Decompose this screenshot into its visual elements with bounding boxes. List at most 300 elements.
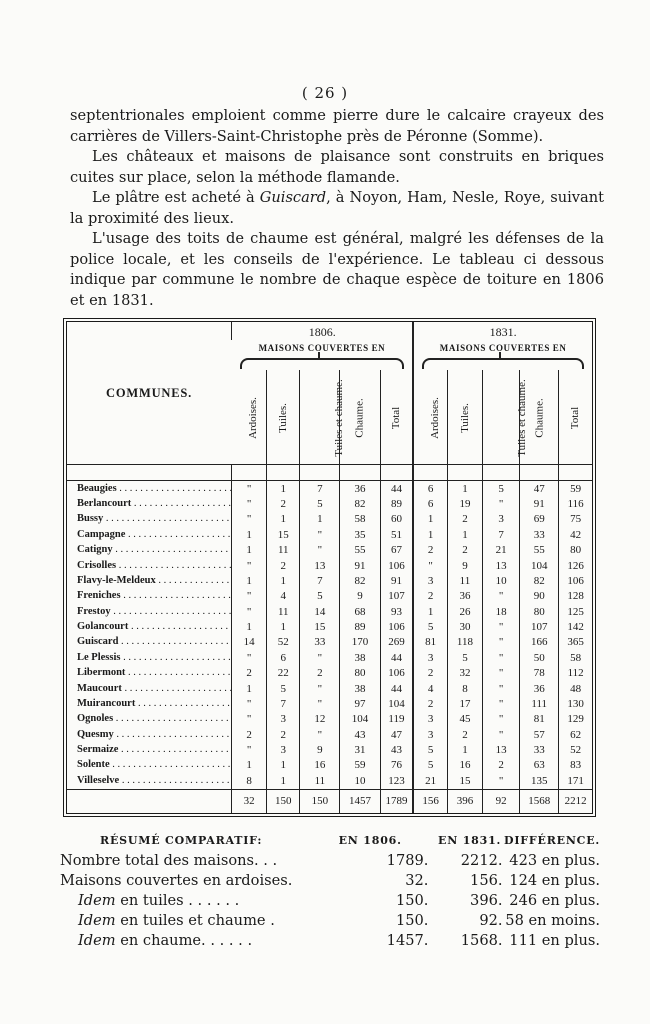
total-cell: 92 xyxy=(483,789,520,813)
table-cell: 2 xyxy=(483,758,520,773)
table-cell: 104 xyxy=(520,558,559,573)
table-cell: " xyxy=(232,743,267,758)
table-cell: 269 xyxy=(380,635,413,650)
table-cell: 22 xyxy=(267,666,300,681)
table-cell: 36 xyxy=(447,589,482,604)
table-cell: 82 xyxy=(520,574,559,589)
table-cell: " xyxy=(300,651,340,666)
table-cell: 30 xyxy=(447,620,482,635)
table-cell: 51 xyxy=(380,528,413,543)
total-cell: 2212 xyxy=(559,789,592,813)
table-cell: 171 xyxy=(559,774,592,790)
totals-label-cell xyxy=(67,789,232,813)
table-cell: 91 xyxy=(520,497,559,512)
table-cell: 36 xyxy=(520,681,559,696)
table-cell: 1 xyxy=(267,481,300,497)
resume-col-1806: EN 1806. xyxy=(338,833,402,847)
table-cell: 80 xyxy=(520,604,559,619)
table-cell: 1 xyxy=(232,528,267,543)
table-cell: 80 xyxy=(559,543,592,558)
table-row xyxy=(67,743,592,758)
table-cell: 81 xyxy=(520,712,559,727)
table-cell: " xyxy=(483,697,520,712)
table-cell: 129 xyxy=(559,712,592,727)
table-cell: 11 xyxy=(300,774,340,790)
resume-label: Maisons couvertes en ardoises. xyxy=(60,872,293,890)
table-cell: 47 xyxy=(520,481,559,497)
table-cell: 44 xyxy=(380,681,413,696)
table-row xyxy=(67,589,592,604)
table-cell: " xyxy=(232,651,267,666)
table-cell: 55 xyxy=(520,543,559,558)
resume-row xyxy=(60,851,600,871)
table-cell: 81 xyxy=(413,635,447,650)
table-row xyxy=(67,666,592,681)
commune-name: Maucourt . . . xyxy=(67,681,232,696)
table-cell: 35 xyxy=(340,528,380,543)
table-cell: 1 xyxy=(413,512,447,527)
table-row xyxy=(67,635,592,650)
table-cell: 7 xyxy=(267,697,300,712)
table-cell: 82 xyxy=(340,574,380,589)
resume-comparatif xyxy=(60,829,600,950)
page-number: ( 26 ) xyxy=(301,84,349,102)
table-cell: 9 xyxy=(447,558,482,573)
table-cell: 68 xyxy=(340,604,380,619)
table-row xyxy=(67,681,592,696)
resume-row xyxy=(60,910,600,930)
table-cell: 83 xyxy=(559,758,592,773)
resume-label: Idem en tuiles . . . . . . xyxy=(78,891,240,909)
paragraph-2: Les châteaux et maisons de plaisance sont construits en briques cuites sur place, selon la méthode flamande. xyxy=(70,148,604,186)
table-cell: 18 xyxy=(483,604,520,619)
table-cell: 93 xyxy=(380,604,413,619)
table-cell: 1 xyxy=(413,604,447,619)
resume-row xyxy=(60,930,600,950)
commune-name: Frestoy . . . xyxy=(67,604,232,619)
commune-name: Freniches . . . xyxy=(67,589,232,604)
resume-value-1831: 156. xyxy=(470,872,503,890)
table-cell: 52 xyxy=(559,743,592,758)
table-cell: 10 xyxy=(340,774,380,790)
table-cell: 8 xyxy=(232,774,267,790)
table-cell: 10 xyxy=(483,574,520,589)
table-cell: 32 xyxy=(447,666,482,681)
brace-1831 xyxy=(413,356,592,370)
communes-table xyxy=(67,322,592,813)
table-cell: 47 xyxy=(380,727,413,742)
table-cell: 3 xyxy=(267,712,300,727)
table-cell: 33 xyxy=(520,743,559,758)
table-cell: 2 xyxy=(413,543,447,558)
table-cell: 106 xyxy=(380,620,413,635)
resume-label: Idem en tuiles et chaume . xyxy=(78,911,275,929)
table-cell: 78 xyxy=(520,666,559,681)
table-cell: 1 xyxy=(300,512,340,527)
table-cell: " xyxy=(483,589,520,604)
table-cell: 2 xyxy=(447,727,482,742)
table-cell: 33 xyxy=(520,528,559,543)
table-cell: 1 xyxy=(267,774,300,790)
table-cell: 2 xyxy=(413,589,447,604)
resume-title: RÉSUMÉ COMPARATIF: xyxy=(100,833,263,847)
table-cell: 16 xyxy=(447,758,482,773)
table-cell: " xyxy=(232,604,267,619)
table-cell: 112 xyxy=(559,666,592,681)
table-cell: 67 xyxy=(380,543,413,558)
table-cell: " xyxy=(232,512,267,527)
table-cell: " xyxy=(483,774,520,790)
commune-name: Libermont . . . xyxy=(67,666,232,681)
table-cell: 128 xyxy=(559,589,592,604)
table-cell: 15 xyxy=(300,620,340,635)
table-cell: 59 xyxy=(559,481,592,497)
table-cell: 119 xyxy=(380,712,413,727)
total-cell: 1457 xyxy=(340,789,380,813)
group-label-1806: MAISONS COUVERTES EN xyxy=(258,343,386,353)
resume-value-1831: 2212. xyxy=(460,852,503,870)
resume-value-1831: 1568. xyxy=(460,931,503,949)
column-header-1806-1: Tuiles. xyxy=(267,370,300,465)
table-cell: " xyxy=(483,666,520,681)
table-cell: " xyxy=(232,697,267,712)
column-header-1831-3: Chaume. xyxy=(520,370,559,465)
table-cell: 170 xyxy=(340,635,380,650)
body-text xyxy=(70,106,604,311)
table-cell: 106 xyxy=(380,666,413,681)
table-cell: 43 xyxy=(380,743,413,758)
table-cell: 104 xyxy=(340,712,380,727)
table-cell: 3 xyxy=(267,743,300,758)
table-cell: 44 xyxy=(380,481,413,497)
table-cell: 6 xyxy=(413,481,447,497)
commune-name: Muirancourt . . . xyxy=(67,697,232,712)
table-cell: 3 xyxy=(483,512,520,527)
table-cell: 1 xyxy=(267,758,300,773)
table-cell: 1 xyxy=(267,620,300,635)
table-row xyxy=(67,481,592,497)
table-cell: 106 xyxy=(380,558,413,573)
table-cell: 42 xyxy=(559,528,592,543)
table-cell: 2 xyxy=(413,666,447,681)
resume-row xyxy=(60,891,600,911)
table-row xyxy=(67,558,592,573)
table-cell: 91 xyxy=(380,574,413,589)
table-cell: " xyxy=(483,497,520,512)
totals-row xyxy=(67,789,592,813)
table-cell: " xyxy=(232,497,267,512)
column-header-1831-4: Total xyxy=(559,370,592,465)
table-row xyxy=(67,651,592,666)
table-cell: 1 xyxy=(447,743,482,758)
table-cell: " xyxy=(300,528,340,543)
table-cell: 26 xyxy=(447,604,482,619)
table-cell: 9 xyxy=(300,743,340,758)
table-cell: " xyxy=(232,558,267,573)
table-cell: 58 xyxy=(559,651,592,666)
table-cell: 5 xyxy=(413,758,447,773)
table-cell: 365 xyxy=(559,635,592,650)
commune-name: Catigny . . . xyxy=(67,543,232,558)
communes-table-frame xyxy=(63,318,596,817)
table-cell: " xyxy=(483,620,520,635)
table-cell: 16 xyxy=(300,758,340,773)
resume-label: Nombre total des maisons. . . xyxy=(60,852,278,870)
table-cell: 1 xyxy=(413,528,447,543)
table-row xyxy=(67,712,592,727)
table-cell: 5 xyxy=(413,620,447,635)
table-cell: 123 xyxy=(380,774,413,790)
table-cell: 7 xyxy=(483,528,520,543)
year-1831-header: 1831. xyxy=(413,322,592,340)
table-cell: 58 xyxy=(340,512,380,527)
commune-name: Quesmy . . . xyxy=(67,727,232,742)
table-cell: 43 xyxy=(340,727,380,742)
table-cell: 13 xyxy=(483,743,520,758)
column-header-1831-2: Tuiles et chaume. xyxy=(483,370,520,465)
table-cell: 104 xyxy=(380,697,413,712)
table-cell: 3 xyxy=(413,651,447,666)
commune-name: Ognoles . . . xyxy=(67,712,232,727)
table-cell: 9 xyxy=(340,589,380,604)
table-cell: " xyxy=(483,635,520,650)
table-cell: 4 xyxy=(413,681,447,696)
group-label-1831: MAISONS COUVERTES EN xyxy=(413,340,592,356)
guiscard-emphasis: Guiscard xyxy=(259,189,327,206)
table-cell: 2 xyxy=(413,697,447,712)
table-cell: 125 xyxy=(559,604,592,619)
communes-header: COMMUNES. xyxy=(67,322,232,465)
table-cell: 13 xyxy=(483,558,520,573)
table-cell: 17 xyxy=(447,697,482,712)
table-cell: 11 xyxy=(267,543,300,558)
table-cell: 130 xyxy=(559,697,592,712)
total-cell: 156 xyxy=(413,789,447,813)
table-cell: 69 xyxy=(520,512,559,527)
table-cell: 89 xyxy=(380,497,413,512)
resume-difference: 423 en plus. xyxy=(509,852,600,870)
table-cell: 111 xyxy=(520,697,559,712)
commune-name: Crisolles . . . xyxy=(67,558,232,573)
table-cell: 38 xyxy=(340,681,380,696)
table-cell: " xyxy=(483,712,520,727)
table-cell: 6 xyxy=(413,497,447,512)
table-cell: 31 xyxy=(340,743,380,758)
table-cell: 8 xyxy=(447,681,482,696)
table-cell: 5 xyxy=(483,481,520,497)
table-cell: 60 xyxy=(380,512,413,527)
table-cell: 2 xyxy=(267,558,300,573)
table-cell: 1 xyxy=(232,620,267,635)
table-cell: 38 xyxy=(340,651,380,666)
table-cell: 6 xyxy=(267,651,300,666)
table-cell: 1 xyxy=(232,574,267,589)
table-cell: " xyxy=(232,589,267,604)
commune-name: Flavy-le-Meldeux . . . xyxy=(67,574,232,589)
table-cell: 52 xyxy=(267,635,300,650)
resume-col-diff: DIFFÉRENCE. xyxy=(504,833,601,847)
table-cell: 12 xyxy=(300,712,340,727)
column-header-1831-1: Tuiles. xyxy=(447,370,482,465)
table-cell: 2 xyxy=(267,497,300,512)
table-cell: 142 xyxy=(559,620,592,635)
table-cell: 62 xyxy=(559,727,592,742)
table-cell: " xyxy=(232,481,267,497)
table-cell: 1 xyxy=(232,543,267,558)
column-header-1806-0: Ardoises. xyxy=(232,370,267,465)
commune-name: Guiscard . . . xyxy=(67,635,232,650)
table-row xyxy=(67,697,592,712)
table-cell: 2 xyxy=(447,543,482,558)
table-cell: 1 xyxy=(267,512,300,527)
resume-row xyxy=(60,871,600,891)
table-cell: 33 xyxy=(300,635,340,650)
commune-name: Berlancourt . . . xyxy=(67,497,232,512)
column-header-1806-2: Tuiles et chaume. xyxy=(300,370,340,465)
table-cell: 75 xyxy=(559,512,592,527)
resume-difference: 246 en plus. xyxy=(509,891,600,909)
table-cell: 19 xyxy=(447,497,482,512)
table-row xyxy=(67,774,592,790)
total-cell: 150 xyxy=(300,789,340,813)
table-cell: 106 xyxy=(559,574,592,589)
table-cell: 116 xyxy=(559,497,592,512)
table-cell: 11 xyxy=(267,604,300,619)
total-cell: 32 xyxy=(232,789,267,813)
table-cell: 1 xyxy=(447,528,482,543)
commune-name: Sermaize . . . xyxy=(67,743,232,758)
resume-value-1806: 32. xyxy=(405,872,429,890)
table-cell: 80 xyxy=(340,666,380,681)
table-cell: 126 xyxy=(559,558,592,573)
table-cell: 4 xyxy=(267,589,300,604)
resume-value-1831: 396. xyxy=(470,891,503,909)
commune-name: Solente . . . xyxy=(67,758,232,773)
resume-header-row xyxy=(60,829,600,851)
table-row xyxy=(67,574,592,589)
table-cell: 135 xyxy=(520,774,559,790)
table-row xyxy=(67,528,592,543)
year-1806-header: 1806. xyxy=(232,322,414,340)
resume-value-1806: 150. xyxy=(395,911,429,929)
table-cell: 166 xyxy=(520,635,559,650)
table-row xyxy=(67,497,592,512)
table-cell: 91 xyxy=(340,558,380,573)
resume-label: Idem en chaume. . . . . . xyxy=(78,931,253,949)
resume-difference: 124 en plus. xyxy=(509,872,600,890)
commune-name: Villeselve . . . xyxy=(67,774,232,790)
resume-col-1831: EN 1831. xyxy=(438,833,502,847)
table-cell: 21 xyxy=(483,543,520,558)
table-cell: 1 xyxy=(232,758,267,773)
table-cell: 5 xyxy=(267,681,300,696)
commune-name: Le Plessis . . . xyxy=(67,651,232,666)
table-row xyxy=(67,512,592,527)
table-cell: 107 xyxy=(380,589,413,604)
table-cell: 63 xyxy=(520,758,559,773)
commune-name: Campagne . . . xyxy=(67,528,232,543)
brace-1806 xyxy=(232,356,414,370)
table-cell: 15 xyxy=(447,774,482,790)
table-cell: 90 xyxy=(520,589,559,604)
table-cell: 21 xyxy=(413,774,447,790)
table-cell: 89 xyxy=(340,620,380,635)
resume-value-1806: 150. xyxy=(395,891,429,909)
total-cell: 1568 xyxy=(520,789,559,813)
paragraph-4: L'usage des toits de chaume est général, malgré les défenses de la police locale, et les conseils de l'expérience. Le tableau ci dessous indique par commune le nombre de chaque espèce de toiture en 1806 et en 1831. xyxy=(70,230,604,309)
table-cell: 97 xyxy=(340,697,380,712)
table-cell: 3 xyxy=(413,727,447,742)
table-cell: " xyxy=(483,681,520,696)
table-cell: 2 xyxy=(232,727,267,742)
commune-name: Golancourt . . . xyxy=(67,620,232,635)
resume-value-1806: 1457. xyxy=(386,931,429,949)
table-cell: " xyxy=(300,697,340,712)
table-cell: 11 xyxy=(447,574,482,589)
resume-value-1806: 1789. xyxy=(386,852,429,870)
table-row xyxy=(67,620,592,635)
table-cell: 48 xyxy=(559,681,592,696)
table-cell: 57 xyxy=(520,727,559,742)
table-cell: 5 xyxy=(300,589,340,604)
table-cell: 82 xyxy=(340,497,380,512)
resume-difference: 111 en plus. xyxy=(509,931,600,949)
total-cell: 1789 xyxy=(380,789,413,813)
table-cell: 2 xyxy=(447,512,482,527)
table-cell: 107 xyxy=(520,620,559,635)
table-cell: 2 xyxy=(300,666,340,681)
table-cell: 3 xyxy=(413,712,447,727)
resume-difference: 58 en moins. xyxy=(505,911,600,929)
table-row xyxy=(67,604,592,619)
table-cell: " xyxy=(232,712,267,727)
table-cell: 1 xyxy=(232,681,267,696)
table-cell: 59 xyxy=(340,758,380,773)
table-cell: 55 xyxy=(340,543,380,558)
table-cell: 2 xyxy=(267,727,300,742)
table-cell: 50 xyxy=(520,651,559,666)
commune-name: Beaugies . . . xyxy=(67,481,232,497)
table-cell: 36 xyxy=(340,481,380,497)
paragraph-1: septentrionales emploient comme pierre dure le calcaire crayeux des carrières de Villers-Saint-Christophe près de Péronne (Somme). xyxy=(70,107,604,145)
table-cell: 13 xyxy=(300,558,340,573)
commune-name: Bussy . . . xyxy=(67,512,232,527)
table-cell: " xyxy=(483,651,520,666)
table-cell: 118 xyxy=(447,635,482,650)
total-cell: 150 xyxy=(267,789,300,813)
table-cell: 1 xyxy=(267,574,300,589)
table-row xyxy=(67,758,592,773)
table-cell: " xyxy=(300,681,340,696)
table-cell: 45 xyxy=(447,712,482,727)
table-cell: 1 xyxy=(447,481,482,497)
table-cell: " xyxy=(413,558,447,573)
paragraph-3: Le plâtre est acheté à Guiscard, à Noyon, Ham, Nesle, Roye, suivant la proximité des lieux. xyxy=(70,189,605,227)
table-row xyxy=(67,543,592,558)
table-cell: 5 xyxy=(300,497,340,512)
header-separator xyxy=(67,465,592,481)
column-header-1806-4: Total xyxy=(380,370,413,465)
table-cell: 76 xyxy=(380,758,413,773)
total-cell: 396 xyxy=(447,789,482,813)
table-cell: 7 xyxy=(300,481,340,497)
table-cell: " xyxy=(300,543,340,558)
table-cell: 14 xyxy=(300,604,340,619)
column-header-1806-3: Chaume. xyxy=(340,370,380,465)
table-cell: 14 xyxy=(232,635,267,650)
table-cell: 5 xyxy=(447,651,482,666)
table-cell: 5 xyxy=(413,743,447,758)
